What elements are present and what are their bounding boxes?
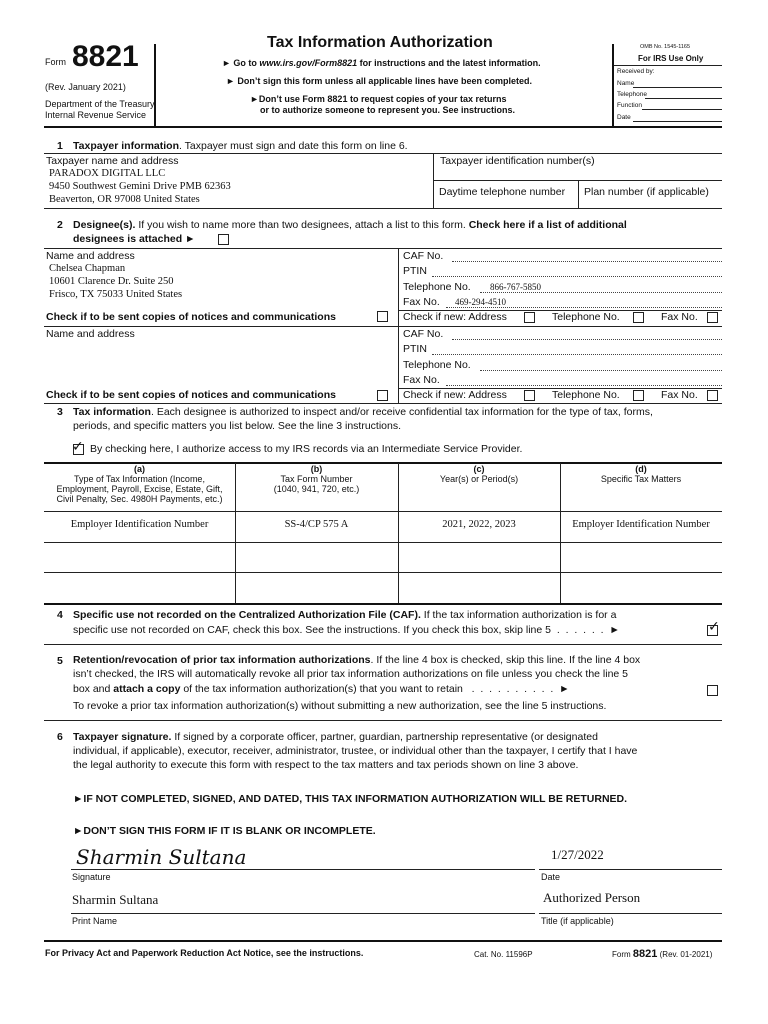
column-b-header: (b) Tax Form Number (1040, 941, 720, etc.) (273, 464, 360, 494)
line-6-text-2: individual, if applicable), executor, receiver, administrator, trustee, or individual other than the taxpayer, I certify that I have (73, 745, 638, 757)
footer-form-id: Form 8821 (Rev. 01-2021) (612, 948, 713, 960)
designee-1-copies-label: Check if to be sent copies of notices and communications (46, 311, 336, 323)
designee-1-address-1[interactable]: 10601 Clarence Dr. Suite 250 (49, 276, 174, 287)
line-3-heading: Tax information. Each designee is authorized to inspect and/or receive confidential tax information for the type of tax, forms, (73, 406, 653, 418)
line-number: 2 (57, 219, 63, 231)
designee-1-caf-label: CAF No. (403, 250, 444, 262)
row-1-tax-type[interactable]: Employer Identification Number (70, 519, 209, 530)
department: Department of the Treasury (45, 99, 155, 109)
designee-2-caf-label: CAF No. (403, 328, 444, 340)
taxpayer-name[interactable]: PARADOX DIGITAL LLC (49, 168, 166, 179)
designee-2-check-new-label: Check if new: Address (403, 389, 507, 401)
designee-1-name[interactable]: Chelsea Chapman (49, 263, 126, 274)
designee-1-new-tel-label: Telephone No. (552, 311, 620, 323)
line-number: 6 (57, 731, 63, 743)
taxpayer-name-label: Taxpayer name and address (46, 155, 179, 167)
plan-number-label: Plan number (if applicable) (584, 186, 709, 198)
designee-1-fax-label: Fax No. (403, 296, 440, 308)
designee-1-copies-checkbox[interactable] (377, 311, 388, 322)
isp-label: By checking here, I authorize access to my IRS records via an Intermediate Service Provider. (90, 443, 523, 455)
designee-1-tel-label: Telephone No. (403, 281, 471, 293)
designee-2-new-tel-label: Telephone No. (552, 389, 620, 401)
designee-1-ptin-label: PTIN (403, 265, 427, 277)
row-1-form-number[interactable]: SS-4/CP 575 A (284, 519, 349, 530)
designee-1-telephone[interactable]: 866-767-5850 (490, 282, 541, 292)
table-row-2[interactable] (44, 543, 722, 572)
print-name-label: Print Name (72, 916, 118, 926)
line-3-text-2: periods, and specific matters you list below. See the line 3 instructions. (73, 420, 402, 432)
designee-1-new-fax-label: Fax No. (661, 311, 698, 323)
line-5-text-3: box and attach a copy of the tax information authorization(s) that you want to retain . . . . . . . . . . ► (73, 683, 570, 695)
irs-function-label: Function (617, 102, 642, 109)
designee-1-address-2[interactable]: Frisco, TX 75033 United States (49, 289, 183, 300)
form-number: 8821 (72, 40, 139, 73)
additional-designees-checkbox[interactable] (218, 234, 229, 245)
instructions-bullet-1: ► Go to www.irs.gov/Form8821 for instructions and the latest information. (222, 58, 541, 68)
designee-2-name-field[interactable] (46, 342, 386, 382)
row-1-matters[interactable]: Employer Identification Number (572, 519, 710, 530)
privacy-notice: For Privacy Act and Paperwork Reduction Act Notice, see the instructions. (45, 948, 364, 958)
designee-1-new-fax-checkbox[interactable] (707, 312, 718, 323)
designee-1-caf-field[interactable] (452, 261, 722, 262)
line-number: 5 (57, 655, 63, 667)
received-by-label: Received by: (617, 68, 655, 75)
instructions-bullet-3b: or to authorize someone to represent you. See instructions. (260, 105, 516, 115)
instructions-bullet-3: ►Don’t use Form 8821 to request copies of your tax returns (250, 94, 507, 104)
instructions-bullet-2: ► Don’t sign this form unless all applicable lines have been completed. (226, 76, 532, 86)
designee-2-tel-label: Telephone No. (403, 359, 471, 371)
tin-field[interactable] (434, 168, 722, 178)
check-icon: ✓ (72, 439, 84, 455)
designee-1-name-label: Name and address (46, 250, 135, 262)
designee-2-name-label: Name and address (46, 328, 135, 340)
row-1-years[interactable]: 2021, 2022, 2023 (442, 519, 516, 530)
column-d-header: (d) Specific Tax Matters (600, 464, 682, 484)
title-label: Title (if applicable) (541, 916, 614, 926)
line-1-heading: Taxpayer information. Taxpayer must sign and date this form on line 6. (73, 140, 408, 152)
designee-1-check-new-label: Check if new: Address (403, 311, 507, 323)
print-name[interactable]: Sharmin Sultana (72, 892, 159, 907)
line-5-text-2: isn’t checked, the IRS will automatically revoke all prior tax information authorizations on file unless you check the line 5 (73, 668, 629, 680)
designee-2-fax-label: Fax No. (403, 374, 440, 386)
irs-use-only: For IRS Use Only (638, 54, 704, 63)
designee-1-ptin-field[interactable] (432, 276, 722, 277)
line-6-text-3: the legal authority to execute this form with respect to the tax matters and tax periods shown on line 3 above. (73, 759, 579, 771)
line-number: 4 (57, 609, 63, 621)
designee-2-new-fax-checkbox[interactable] (707, 390, 718, 401)
designee-2-copies-label: Check if to be sent copies of notices and communications (46, 389, 336, 401)
signer-title[interactable]: Authorized Person (543, 890, 641, 905)
designee-2-new-fax-label: Fax No. (661, 389, 698, 401)
taxpayer-address-line-1[interactable]: 9450 Southwest Gemini Drive PMB 62363 (49, 181, 231, 192)
catalog-number: Cat. No. 11596P (474, 950, 533, 959)
daytime-phone-label: Daytime telephone number (439, 186, 566, 198)
tin-label: Taxpayer identification number(s) (440, 155, 595, 167)
line-4-heading: Specific use not recorded on the Centralized Authorization File (CAF). If the tax information authorization is for a (73, 609, 617, 621)
irs-telephone-label: Telephone (617, 91, 647, 98)
designee-2-ptin-field[interactable] (432, 354, 722, 355)
designee-1-fax[interactable]: 469-294-4510 (455, 297, 506, 307)
taxpayer-signature[interactable]: Sharmin Sultana (76, 845, 247, 869)
warning-not-completed: ►IF NOT COMPLETED, SIGNED, AND DATED, THIS TAX INFORMATION AUTHORIZATION WILL BE RETURNED. (73, 793, 628, 805)
signature-label: Signature (72, 872, 111, 882)
form-title: Tax Information Authorization (267, 34, 493, 51)
line-5-heading: Retention/revocation of prior tax information authorizations. If the line 4 box is checked, skip this line. If the line 4 box (73, 654, 641, 666)
line-2-heading-cont: designees is attached ► (73, 233, 196, 245)
designee-2-copies-checkbox[interactable] (377, 390, 388, 401)
line-2-heading: Designee(s). If you wish to name more than two designees, attach a list to this form. Check here if a list of additional (73, 219, 627, 231)
signature-date[interactable]: 1/27/2022 (551, 847, 604, 862)
form-word: Form (45, 57, 66, 67)
designee-1-new-address-checkbox[interactable] (524, 312, 535, 323)
omb-number: OMB No. 1545-1165 (640, 44, 691, 50)
designee-2-ptin-label: PTIN (403, 343, 427, 355)
agency: Internal Revenue Service (45, 110, 147, 120)
line-number: 1 (57, 140, 63, 152)
line-6-heading: Taxpayer signature. If signed by a corporate officer, partner, guardian, partnership representative (or designated (73, 731, 598, 743)
form-revision: (Rev. January 2021) (45, 82, 126, 92)
line-5-checkbox[interactable] (707, 685, 718, 696)
designee-1-new-tel-checkbox[interactable] (633, 312, 644, 323)
column-c-header: (c) Year(s) or Period(s) (439, 464, 519, 484)
designee-2-tel-field[interactable] (480, 370, 722, 371)
line-number: 3 (57, 406, 63, 418)
designee-2-new-address-checkbox[interactable] (524, 390, 535, 401)
column-a-header: (a) Type of Tax Information (Income, Employment, Payroll, Excise, Estate, Gift, Civil Penalty, Sec. 4980H Payments, etc.) (56, 464, 223, 504)
warning-blank: ►DON’T SIGN THIS FORM IF IT IS BLANK OR INCOMPLETE. (73, 825, 376, 837)
date-label: Date (541, 872, 561, 882)
irs-name-label: Name (617, 80, 635, 87)
designee-2-fax-field[interactable] (446, 385, 722, 386)
table-row-3[interactable] (44, 573, 722, 602)
irs-date-label: Date (617, 114, 631, 121)
taxpayer-address-line-2[interactable]: Beaverton, OR 97008 United States (49, 194, 200, 205)
designee-2-caf-field[interactable] (452, 339, 722, 340)
line-5-text-4: To revoke a prior tax information authorization(s) without submitting a new authorization, see the line 5 instructions. (73, 700, 607, 712)
check-icon: ✓ (708, 619, 720, 635)
line-4-text-2: specific use not recorded on CAF, check this box. See the instructions. If you check this box, skip line 5 . . . . . . ► (73, 624, 620, 636)
designee-2-new-tel-checkbox[interactable] (633, 390, 644, 401)
